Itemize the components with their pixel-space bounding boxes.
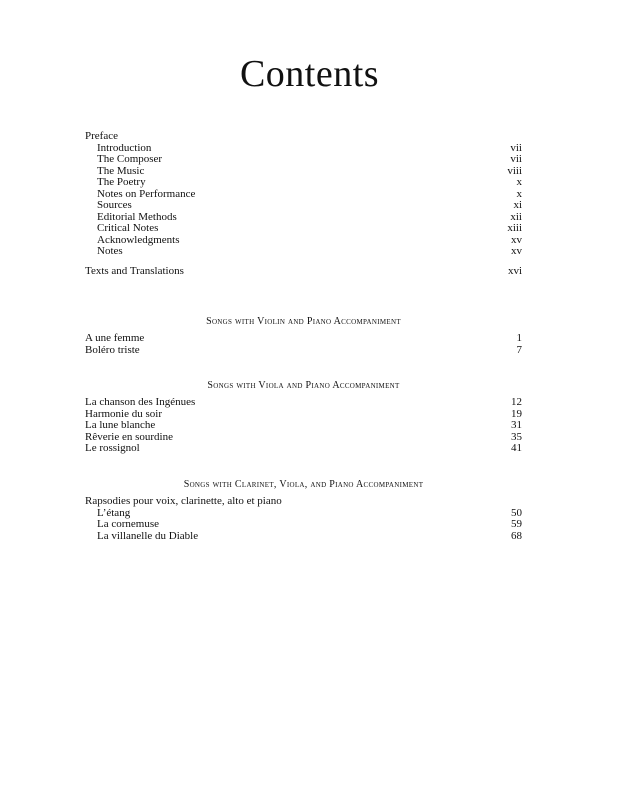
toc-entry[interactable] [85, 531, 522, 543]
toc-entry-label: La cornemuse [97, 518, 159, 530]
toc-entry-label: Boléro triste [85, 343, 140, 356]
toc-page-number: 41 [511, 442, 522, 454]
toc-entry-label: Notes [97, 245, 123, 257]
toc-entry-label: The Poetry [97, 176, 146, 188]
toc-entry-label: Texts and Translations [85, 265, 184, 277]
toc-page-number: xii [510, 210, 522, 223]
toc-page-number: 19 [511, 407, 522, 420]
toc-entry[interactable] [85, 177, 522, 189]
toc-entry[interactable] [85, 154, 522, 166]
toc-entry-label: Critical Notes [97, 222, 159, 234]
section-viola [85, 397, 522, 455]
toc-entry[interactable] [85, 200, 522, 212]
texts-block [85, 266, 522, 278]
toc-page-number: x [516, 187, 522, 200]
toc-entry[interactable] [85, 333, 522, 345]
toc-entry-intro[interactable] [85, 496, 522, 508]
toc-page-number: vii [510, 141, 522, 154]
toc-entry[interactable] [85, 432, 522, 444]
toc-entry-label: Introduction [97, 141, 152, 154]
section-heading: Songs with Viola and Piano Accompaniment [207, 380, 400, 391]
page-title: Contents [239, 53, 380, 95]
toc-page-number: x [516, 176, 522, 188]
toc-entry-label: La villanelle du Diable [97, 529, 199, 542]
toc-entry[interactable] [85, 189, 522, 201]
toc-entry[interactable] [85, 235, 522, 247]
preface-heading[interactable] [85, 131, 522, 143]
preface-block [85, 131, 522, 258]
toc-entry-label: La chanson des Ingénues [85, 396, 196, 408]
toc-entry-label: The Music [97, 164, 145, 177]
toc-entry[interactable] [85, 345, 522, 357]
toc-entry[interactable] [85, 443, 522, 455]
toc-page-number: xv [511, 233, 522, 246]
toc-entry[interactable] [85, 519, 522, 531]
toc-page-number: 31 [511, 419, 522, 431]
section-clarinet [85, 496, 522, 542]
toc-entry-label: Editorial Methods [97, 210, 177, 223]
toc-page-number: 7 [516, 343, 522, 356]
toc-page-number: 59 [511, 518, 522, 530]
toc-entry-label: La lune blanche [85, 419, 156, 431]
toc-entry[interactable] [85, 223, 522, 235]
toc-entry-label: Sources [97, 199, 132, 211]
toc-entry[interactable] [85, 246, 522, 258]
toc-page-number: xi [513, 199, 522, 211]
toc-entry[interactable] [85, 397, 522, 409]
toc-entry-label: Preface [85, 130, 118, 142]
toc-page-number: viii [507, 164, 522, 177]
toc-page-number: xv [511, 245, 522, 257]
toc-entry-label: The Composer [97, 153, 163, 165]
toc-entry-label: Rêverie en sourdine [85, 430, 173, 443]
toc-entry-label: Acknowledgments [97, 233, 180, 246]
toc-entry-label: Harmonie du soir [85, 407, 162, 420]
toc-entry-label: Notes on Performance [97, 187, 196, 200]
toc-page-number: 12 [511, 396, 522, 408]
toc-page-number: vii [510, 153, 522, 165]
toc-entry-label: Le rossignol [85, 442, 140, 454]
toc-entry[interactable] [85, 166, 522, 178]
toc-entry[interactable] [85, 420, 522, 432]
section-violin [85, 333, 522, 356]
toc-page-number: xvi [507, 265, 522, 277]
toc-entry-label: A une femme [85, 332, 145, 344]
toc-page-number: 35 [511, 430, 522, 443]
toc-entry[interactable] [85, 266, 522, 278]
toc-entry-label: L’étang [97, 506, 131, 519]
toc-page-number: 68 [511, 529, 522, 542]
toc-page-number: xiii [507, 222, 522, 234]
toc-page-number: 50 [511, 506, 522, 519]
toc-entry-label: Rapsodies pour voix, clarinette, alto et piano [85, 495, 282, 507]
section-heading: Songs with Violin and Piano Accompaniment [206, 316, 401, 327]
toc-page-number: 1 [516, 332, 522, 344]
section-heading: Songs with Clarinet, Viola, and Piano Accompaniment [183, 479, 424, 490]
